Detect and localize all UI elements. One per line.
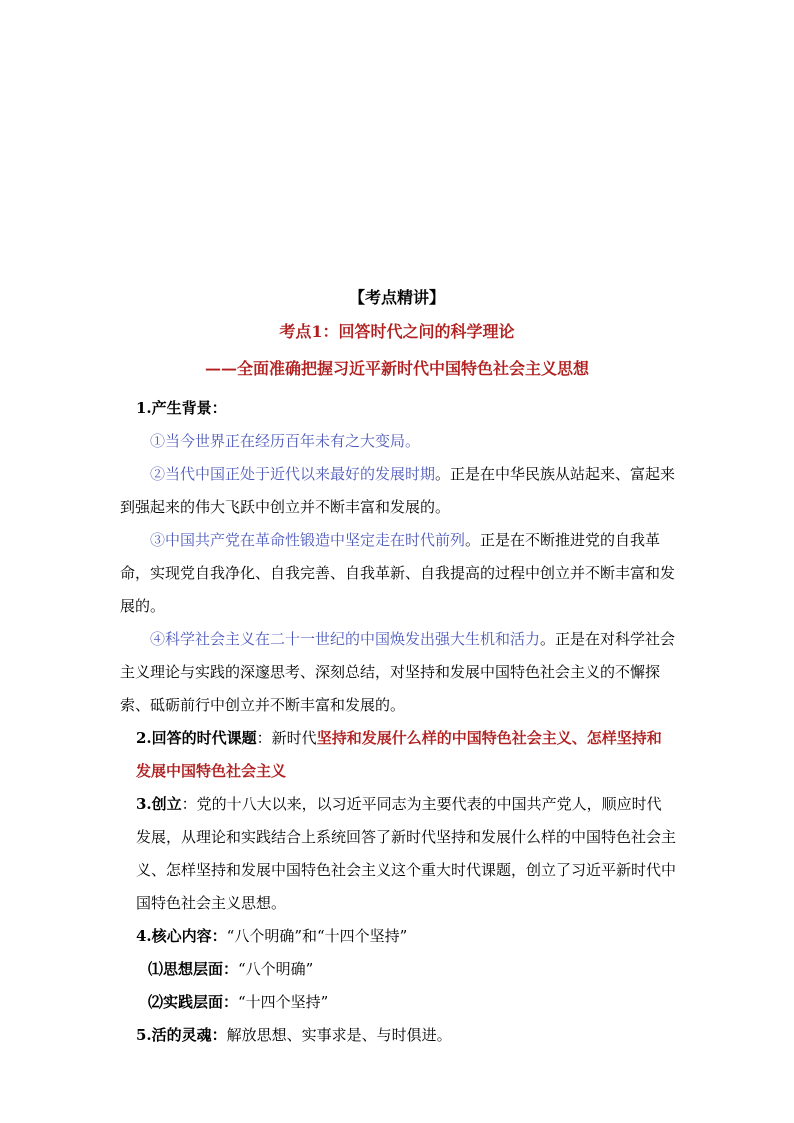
section-heading: 【考点精讲】	[348, 288, 445, 307]
background-point-3-highlight: ③中国共产党在革命性锻造中坚定走在时代前列	[150, 531, 466, 549]
era-topic-plain: ：新时代	[256, 729, 317, 747]
founding-heading: 3.创立	[136, 795, 182, 813]
era-topic-highlight: 坚持和发展什么样的中国特色社会主义、怎样坚持和发展中国特色社会主义	[136, 729, 662, 780]
background-point-3	[120, 524, 676, 623]
living-soul-text: 解放思想、实事求是、与时俱进。	[226, 1026, 452, 1044]
background-point-1	[120, 425, 676, 458]
living-soul-heading: 5.活的灵魂：	[136, 1026, 227, 1044]
era-topic-heading: 2.回答的时代课题	[136, 729, 257, 747]
thought-level-text: “八个明确”	[238, 960, 314, 978]
thought-level-label: ⑴思想层面：	[148, 960, 239, 978]
living-soul	[120, 1019, 676, 1052]
title-block	[0, 283, 794, 387]
practice-level-label: ⑵实践层面：	[148, 993, 239, 1011]
body-content	[120, 392, 676, 1052]
founding	[120, 788, 676, 920]
background-point-1-text: ①当今世界正在经历百年未有之大变局。	[150, 432, 421, 450]
practice-level	[120, 986, 676, 1019]
era-topic	[120, 722, 676, 788]
practice-level-text: “十四个坚持”	[238, 993, 329, 1011]
thought-level	[120, 953, 676, 986]
background-point-4-text: 。正是在对科学社会主义理论与实践的深邃思考、深刻总结，对坚持和发展中国特色社会主义的不懈探索、砥砺前行中创立并不断丰富和发展的。	[120, 630, 676, 714]
background-heading-text: 1.产生背景：	[136, 399, 227, 417]
background-point-4	[120, 623, 676, 722]
background-point-2-text: 。正是在中华民族从站起来、富起来到强起来的伟大飞跃中创立并不断丰富和发展的。	[120, 465, 676, 516]
core-content-text: “八个明确”和“十四个坚持”	[226, 927, 408, 945]
background-point-2-highlight: ②当代中国正处于近代以来最好的发展时期	[150, 465, 436, 483]
topic-subtitle: ——全面准确把握习近平新时代中国特色社会主义思想	[204, 359, 589, 378]
background-point-3-text: 。正是在不断推进党的自我革命，实现党自我净化、自我完善、自我革新、自我提高的过程中创立并不断丰富和发展的。	[120, 531, 676, 615]
background-point-2	[120, 458, 676, 524]
core-content	[120, 920, 676, 953]
background-point-4-highlight: ④科学社会主义在二十一世纪的中国焕发出强大生机和活力	[150, 630, 541, 648]
founding-text: ：党的十八大以来，以习近平同志为主要代表的中国共产党人，顺应时代发展，从理论和实践结合上系统回答了新时代坚持和发展什么样的中国特色社会主义、怎样坚持和发展中国特色社会主义这个重大时代课题，创立了习近平新时代中国特色社会主义思想。	[136, 795, 677, 912]
core-content-heading: 4.核心内容：	[136, 927, 227, 945]
topic-title: 考点1：回答时代之问的科学理论	[279, 322, 515, 341]
background-heading	[120, 392, 676, 425]
